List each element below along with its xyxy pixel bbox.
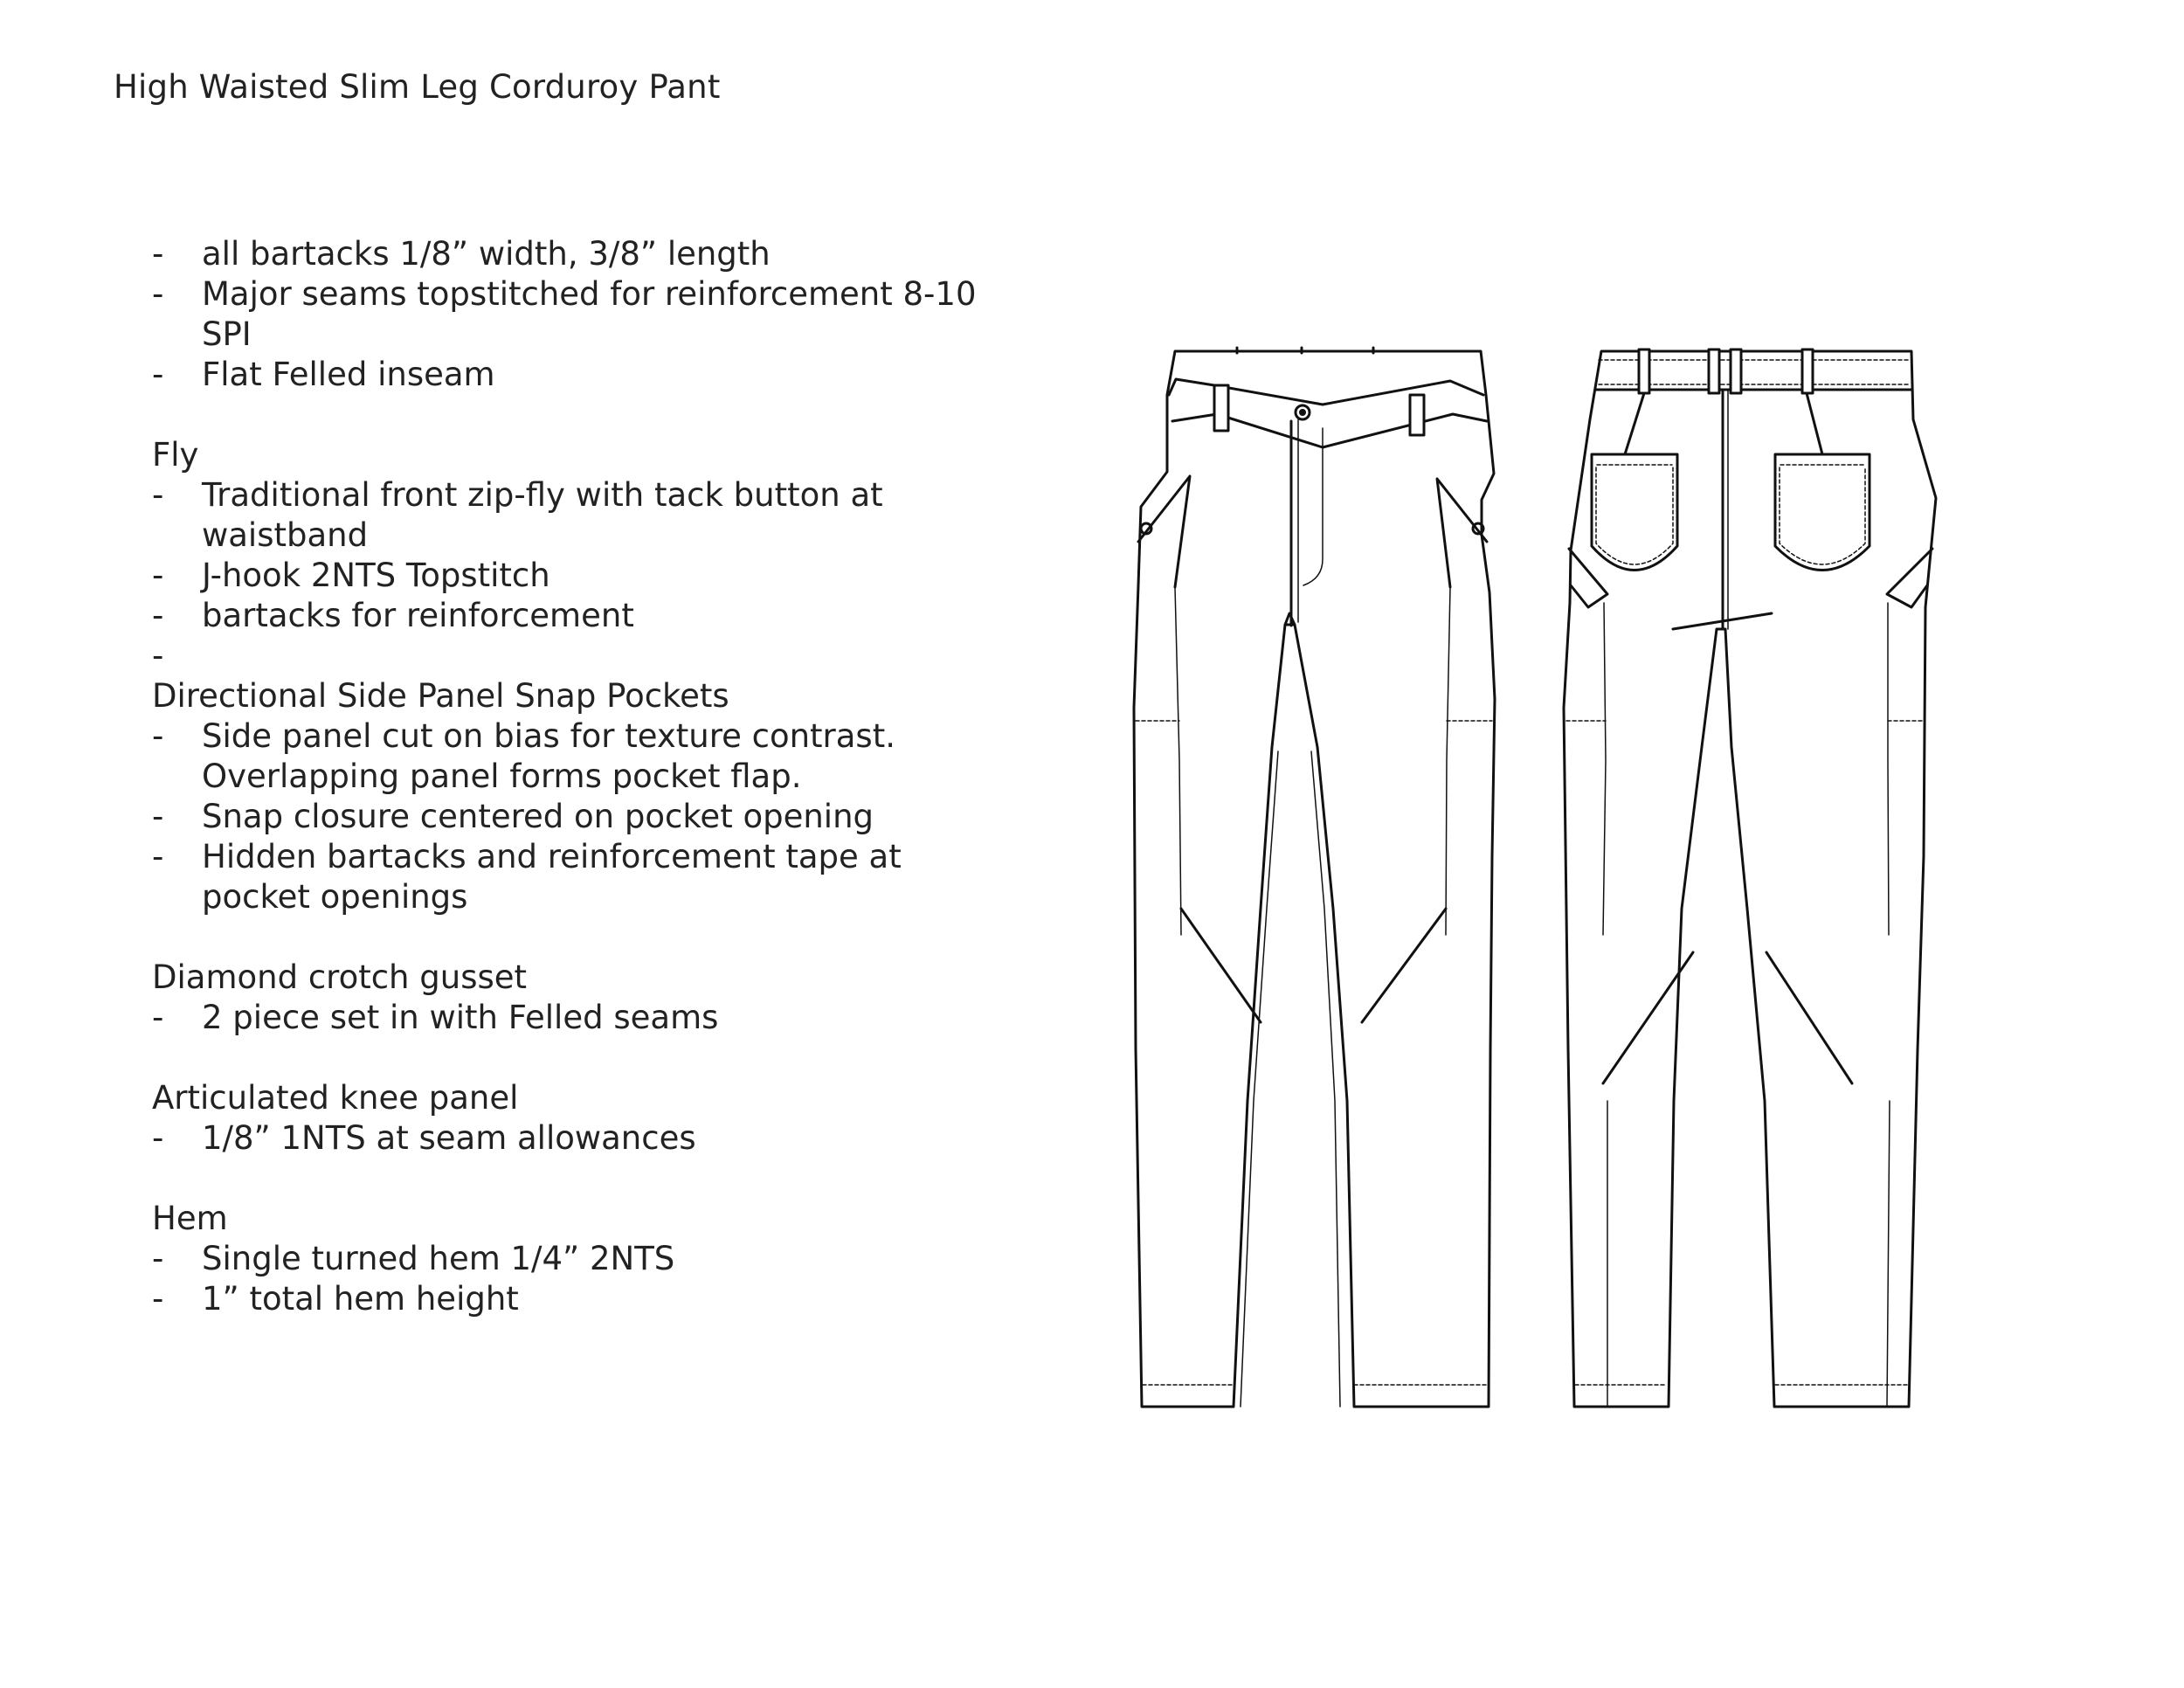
note-item [152,234,991,274]
note-item [152,355,991,395]
note-item [152,556,991,596]
note-text: Traditional front zip-fly with tack button at waistband [202,476,883,554]
note-text: Single turned hem 1/4” 2NTS [202,1240,675,1277]
back-pocket-stitch [1596,465,1865,564]
front-belt-loop [1410,395,1424,435]
note-text: Snap closure centered on pocket opening [202,798,874,835]
front-knee-panel [1181,909,1446,1022]
front-inseam [1241,751,1340,1407]
back-belt-loop [1709,349,1719,393]
bullet-dash: - [152,838,164,875]
note-text: 1” total hem height [202,1280,519,1318]
note-text: bartacks for reinforcement [202,597,634,634]
note-item [152,1279,991,1319]
front-fly-stitch [1298,419,1323,622]
note-item [152,837,991,917]
note-text: J-hook 2NTS Topstitch [202,557,550,594]
section-heading-gusset: Diamond crotch gusset [152,958,528,996]
front-view-flat [1134,348,1495,1407]
page-title: High Waisted Slim Leg Corduroy Pant [114,68,721,106]
construction-notes [152,234,991,1319]
note-text: Flat Felled inseam [202,356,495,393]
bullet-dash: - [152,557,164,594]
front-belt-loop [1214,385,1228,431]
tack-button-icon [1301,411,1305,415]
note-item [152,1118,991,1159]
bullet-dash: - [152,798,164,835]
back-outline [1564,351,1936,1407]
bullet-dash: - [152,637,164,675]
bullet-dash: - [152,476,164,514]
bullet-dash: - [152,597,164,634]
back-belt-loop [1639,349,1649,393]
note-text: 1/8” 1NTS at seam allowances [202,1119,696,1157]
bullet-dash: - [152,1119,164,1157]
note-item [152,716,991,797]
note-item [152,1239,991,1279]
note-text: Hidden bartacks and reinforcement tape at pocket openings [202,838,902,916]
section-heading-fly: Fly [152,436,199,474]
note-item [152,998,991,1038]
back-pocket-left [1592,454,1677,571]
technical-flats [1101,341,1939,1424]
front-side-panel-left [1138,476,1190,587]
note-item [152,274,991,355]
note-item [152,475,991,556]
back-knee-panel [1603,952,1852,1083]
flats-drawing [1101,341,1939,1424]
section-heading-pockets: Directional Side Panel Snap Pockets [152,677,729,715]
back-inseam [1607,1101,1890,1407]
note-text: 2 piece set in with Felled seams [202,999,719,1036]
note-item [152,596,991,636]
bullet-dash: - [152,1280,164,1318]
bullet-dash: - [152,356,164,393]
back-belt-loop [1802,349,1813,393]
bullet-dash: - [152,717,164,755]
note-text: all bartacks 1/8” width, 3/8” length [202,235,771,273]
section-heading-hem: Hem [152,1200,228,1237]
back-view-flat [1564,349,1936,1407]
note-text: Side panel cut on bias for texture contrast. Overlapping panel forms pocket flap. [202,717,895,795]
bullet-dash: - [152,275,164,313]
bullet-dash: - [152,999,164,1036]
bullet-dash: - [152,235,164,273]
note-item [152,797,991,837]
note-item-empty [152,636,991,676]
back-belt-loop [1731,349,1741,393]
note-text: Major seams topstitched for reinforcement 8-10 SPI [202,275,977,353]
section-heading-knee: Articulated knee panel [152,1079,519,1117]
bullet-dash: - [152,1240,164,1277]
